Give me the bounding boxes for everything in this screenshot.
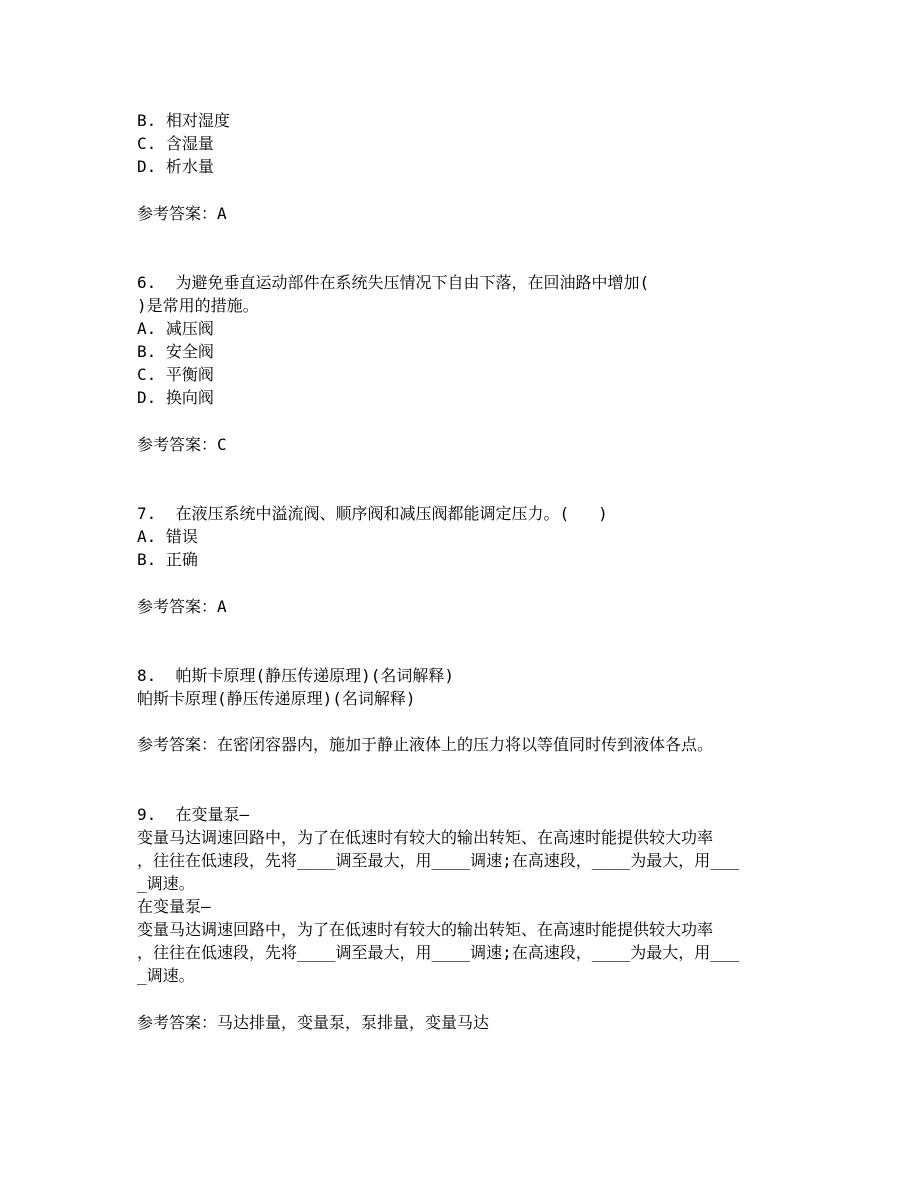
- q9-stem-line-2: 变量马达调速回路中，为了在低速时有较大的输出转矩、在高速时能提供较大功率: [137, 828, 714, 847]
- q9-stem-line-7: ，往往在低速段，先将____调至最大，用____调速;在高速段，____为最大，用___: [137, 943, 740, 962]
- q7-answer: 参考答案：A: [137, 597, 227, 616]
- q5-answer: 参考答案：A: [137, 204, 227, 223]
- q5-option-b: B. 相对湿度: [137, 111, 230, 130]
- q8-stem-line-2: 帕斯卡原理(静压传递原理)(名词解释): [137, 689, 416, 708]
- q9-stem-line-4: _调速。: [137, 874, 195, 893]
- q6-option-c: C. 平衡阀: [137, 365, 214, 384]
- q6-option-d: D. 换向阀: [137, 388, 214, 407]
- q9-stem-line-6: 变量马达调速回路中，为了在低速时有较大的输出转矩、在高速时能提供较大功率: [137, 920, 714, 939]
- q9-answer: 参考答案：马达排量，变量泵，泵排量，变量马达: [137, 1013, 490, 1032]
- q7-stem-line-1: 7. 在液压系统中溢流阀、顺序阀和减压阀都能调定压力。( ): [137, 504, 608, 523]
- q5-option-d: D. 析水量: [137, 157, 214, 176]
- q6-option-b: B. 安全阀: [137, 342, 214, 361]
- q5-option-c: C. 含湿量: [137, 134, 214, 153]
- q9-stem-line-1: 9. 在变量泵—: [137, 805, 250, 824]
- q7-option-b: B. 正确: [137, 550, 198, 569]
- q6-stem-line-1: 6. 为避免垂直运动部件在系统失压情况下自由下落，在回油路中增加(: [137, 273, 650, 292]
- q6-option-a: A. 减压阀: [137, 319, 214, 338]
- q8-stem-line-1: 8. 帕斯卡原理(静压传递原理)(名词解释): [137, 666, 455, 685]
- q9-stem-line-5: 在变量泵—: [137, 897, 211, 916]
- q7-option-a: A. 错误: [137, 527, 198, 546]
- q9-stem-line-3: ，往往在低速段，先将____调至最大，用____调速;在高速段，____为最大，用___: [137, 851, 740, 870]
- q9-stem-line-8: _调速。: [137, 966, 195, 985]
- q8-answer: 参考答案：在密闭容器内，施加于静止液体上的压力将以等值同时传到液体各点。: [137, 735, 714, 754]
- q6-stem-line-2: )是常用的措施。: [137, 296, 259, 315]
- q6-answer: 参考答案：C: [137, 435, 227, 454]
